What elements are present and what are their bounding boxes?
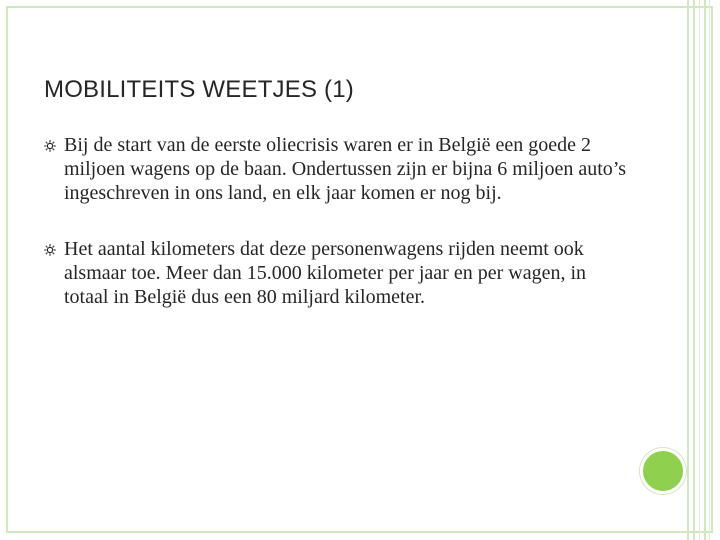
bullet-item	[44, 237, 634, 309]
sun-bullet-icon	[44, 244, 56, 256]
bullet-text: Het aantal kilometers dat deze personenwagens rijden neemt ook alsmaar toe. Meer dan 15.000 kilometer per jaar en per wagen, in totaal in België dus een 80 miljard kilometer.	[64, 238, 587, 308]
sun-bullet-icon	[44, 140, 56, 152]
bullet-list	[44, 133, 634, 341]
decorative-stripe	[699, 0, 700, 540]
decorative-stripe	[704, 0, 706, 540]
decorative-stripe	[709, 0, 710, 540]
slide-title: MOBILITEITS WEETJES (1)	[44, 76, 354, 103]
green-circle-decoration	[640, 448, 686, 494]
decorative-stripe	[687, 0, 689, 540]
decorative-stripe	[693, 0, 695, 540]
bullet-item	[44, 133, 634, 205]
bullet-text: Bij de start van de eerste oliecrisis waren er in België een goede 2 miljoen wagens op de baan. Ondertussen zijn er bijna 6 miljoen auto’s ingeschreven in ons land, en elk jaar komen er nog bij.	[64, 134, 627, 204]
